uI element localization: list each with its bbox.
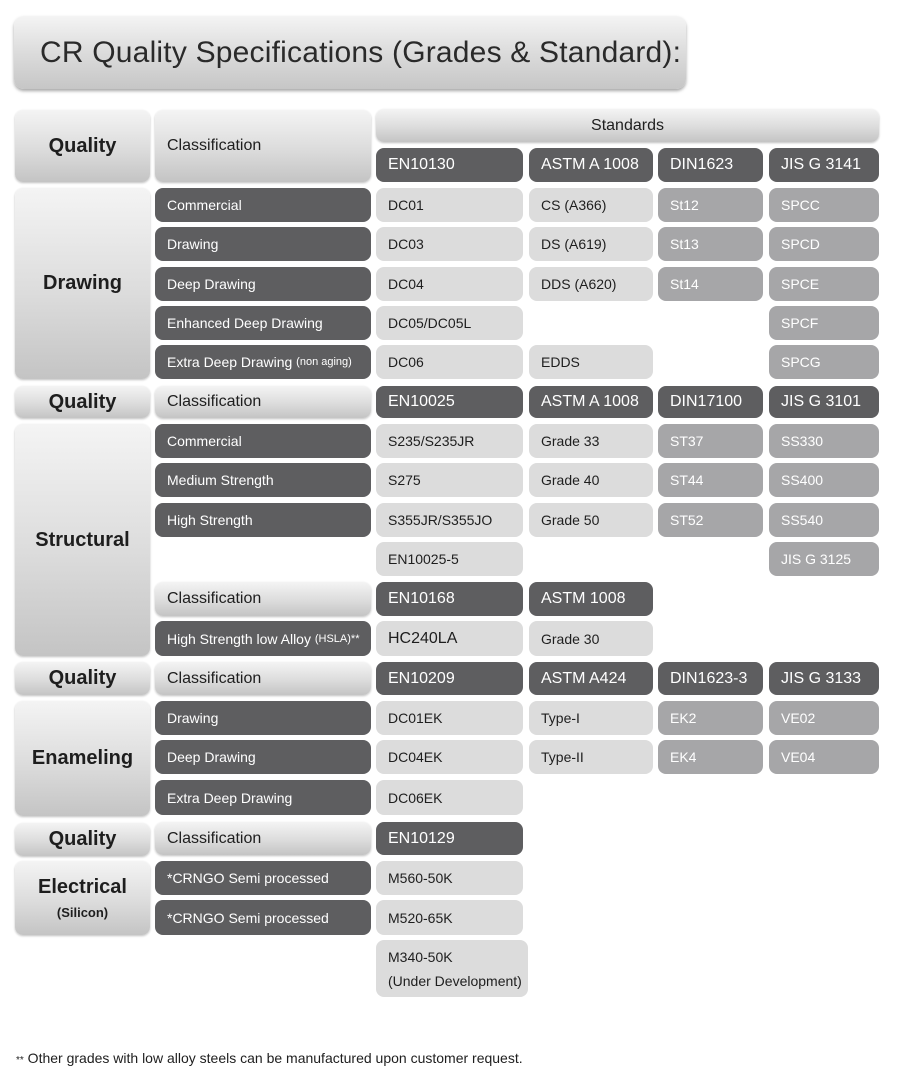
grade-cell: JIS G 3125 [769, 542, 879, 576]
grade-cell: S235/S235JR [376, 424, 523, 458]
classification-label: Classification [167, 669, 262, 687]
grade-cell: St13 [658, 227, 763, 261]
group-electrical [15, 861, 150, 935]
standard-en-header: EN10130 [376, 148, 523, 182]
class-cell: *CRNGO Semi processed [155, 861, 371, 895]
grade-cell: VE04 [769, 740, 879, 774]
grade-cell: DC06 [376, 345, 523, 379]
grade-cell: SPCD [769, 227, 879, 261]
group-structural [15, 424, 150, 656]
grade-cell: DC06EK [376, 780, 523, 815]
grade-cell: EK4 [658, 740, 763, 774]
grade-cell: DC04 [376, 267, 523, 301]
grade-cell: S355JR/S355JO [376, 503, 523, 537]
grade-cell: VE02 [769, 701, 879, 735]
grade-cell: SS330 [769, 424, 879, 458]
class-cell: Commercial [155, 188, 371, 222]
group-structural-label: Structural [35, 528, 130, 551]
grade-cell: Type-I [529, 701, 653, 735]
standard-din-header: DIN1623-3 [658, 662, 763, 695]
grade-cell: SS400 [769, 463, 879, 497]
grade-line: (Under Development) [388, 972, 522, 989]
classification-label: Classification [167, 137, 262, 154]
group-enameling [15, 701, 150, 816]
group-drawing [15, 188, 150, 379]
classification-label: Classification [167, 829, 262, 847]
grade-cell: M520-65K [376, 900, 523, 935]
standard-en-header: EN10025 [376, 386, 523, 418]
grade-cell: EN10025-5 [376, 542, 523, 576]
class-cell: Enhanced Deep Drawing [155, 306, 371, 340]
classification-header [155, 386, 371, 418]
classification-header [155, 582, 371, 616]
standards-header [376, 109, 879, 142]
standard-jis-header: JIS G 3133 [769, 662, 879, 695]
class-cell: Commercial [155, 424, 371, 458]
standard-astm-header: ASTM A424 [529, 662, 653, 695]
grade-cell: DC04EK [376, 740, 523, 774]
classification-label: Classification [167, 590, 262, 607]
quality-label: Quality [48, 828, 117, 850]
grade-cell: HC240LA [376, 621, 523, 656]
grade-cell: M560-50K [376, 861, 523, 895]
class-cell: Deep Drawing [155, 740, 371, 774]
page-title-text: CR Quality Specifications (Grades & Standard): [40, 35, 682, 69]
class-cell [155, 345, 371, 379]
classification-label: Classification [167, 393, 262, 410]
grade-cell: DC01 [376, 188, 523, 222]
class-cell: High Strength [155, 503, 371, 537]
grade-cell: Grade 50 [529, 503, 653, 537]
quality-label: Quality [48, 390, 117, 413]
quality-header [15, 386, 150, 418]
grade-cell: DDS (A620) [529, 267, 653, 301]
class-cell: Drawing [155, 701, 371, 735]
grade-cell: SS540 [769, 503, 879, 537]
group-electrical-label: Electrical [38, 876, 127, 898]
standard-astm-header: ASTM 1008 [529, 582, 653, 616]
grade-cell: SPCF [769, 306, 879, 340]
class-cell: Drawing [155, 227, 371, 261]
standard-astm-header: ASTM A 1008 [529, 148, 653, 182]
standard-jis-header: JIS G 3141 [769, 148, 879, 182]
class-cell: Medium Strength [155, 463, 371, 497]
grade-cell: Grade 40 [529, 463, 653, 497]
class-cell: Extra Deep Drawing [155, 780, 371, 815]
grade-cell: EDDS [529, 345, 653, 379]
quality-header [15, 110, 150, 182]
grade-cell [376, 940, 528, 997]
class-cell [155, 621, 371, 656]
standard-en-header: EN10209 [376, 662, 523, 695]
standard-jis-header: JIS G 3101 [769, 386, 879, 418]
grade-cell: St12 [658, 188, 763, 222]
grade-cell: DC01EK [376, 701, 523, 735]
grade-cell: CS (A366) [529, 188, 653, 222]
class-cell: *CRNGO Semi processed [155, 900, 371, 935]
footnote [16, 1050, 523, 1066]
class-text: High Strength low Alloy [167, 630, 311, 647]
footnote-marker: ** [16, 1055, 24, 1066]
classification-header [155, 110, 371, 182]
standard-din-header: DIN17100 [658, 386, 763, 418]
grade-cell: EK2 [658, 701, 763, 735]
class-note: (HSLA)** [314, 632, 360, 645]
grade-cell: ST37 [658, 424, 763, 458]
grade-cell: SPCG [769, 345, 879, 379]
standard-din-header: DIN1623 [658, 148, 763, 182]
grade-cell: St14 [658, 267, 763, 301]
standard-en-header: EN10168 [376, 582, 523, 616]
grade-cell: SPCE [769, 267, 879, 301]
grade-cell: S275 [376, 463, 523, 497]
standard-en-header: EN10129 [376, 822, 523, 855]
class-text: Extra Deep Drawing [167, 354, 293, 370]
grade-cell: DC05/DC05L [376, 306, 523, 340]
grade-cell: Type-II [529, 740, 653, 774]
grade-cell: DS (A619) [529, 227, 653, 261]
grade-cell: SPCC [769, 188, 879, 222]
group-drawing-label: Drawing [43, 272, 122, 294]
grade-cell: Grade 33 [529, 424, 653, 458]
standard-astm-header: ASTM A 1008 [529, 386, 653, 418]
quality-header [15, 662, 150, 695]
grade-cell: ST52 [658, 503, 763, 537]
group-enameling-label: Enameling [31, 747, 134, 769]
grade-line: M340-50K [388, 948, 453, 965]
page-title [14, 16, 686, 89]
quality-header [15, 823, 150, 856]
grade-cell: ST44 [658, 463, 763, 497]
grade-cell: Grade 30 [529, 621, 653, 656]
class-cell: Deep Drawing [155, 267, 371, 301]
grade-cell: DC03 [376, 227, 523, 261]
class-note: (non aging) [296, 356, 352, 368]
standards-label: Standards [591, 116, 664, 134]
classification-header [155, 662, 371, 695]
quality-label: Quality [48, 134, 117, 157]
quality-label: Quality [48, 667, 117, 689]
footnote-text: Other grades with low alloy steels can be manufactured upon customer request. [23, 1050, 523, 1066]
group-electrical-sublabel: (Silicon) [56, 905, 109, 920]
classification-header [155, 822, 371, 855]
